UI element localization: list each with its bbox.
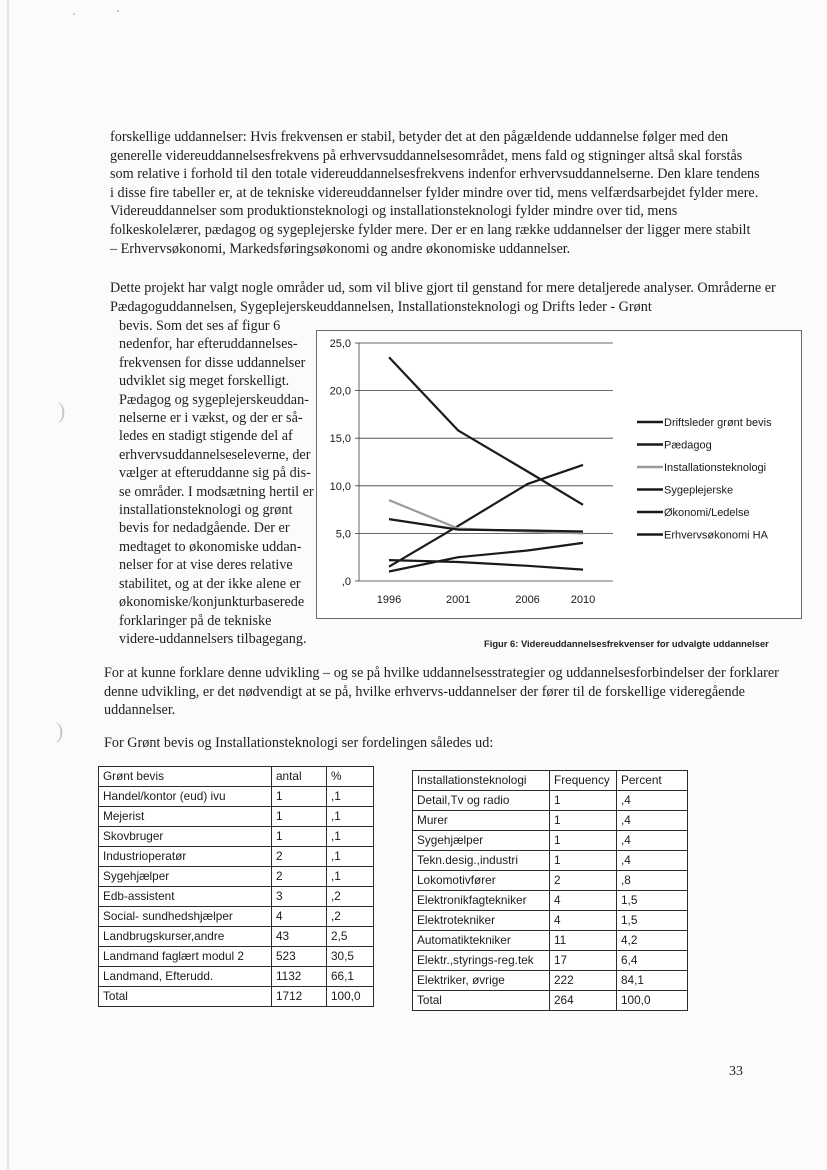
table-cell: Total	[99, 987, 272, 1007]
table-cell: 2	[272, 867, 327, 887]
table-cell: Detail,Tv og radio	[413, 791, 550, 811]
table-cell: Handel/kontor (eud) ivu	[99, 787, 272, 807]
table-row	[99, 987, 374, 1007]
table-cell: 1	[550, 831, 617, 851]
legend-label: Erhvervsøkonomi HA	[664, 529, 768, 542]
table-groent-bevis	[98, 766, 374, 1007]
table-row	[99, 947, 374, 967]
line-chart	[316, 330, 802, 619]
table-cell: 4	[272, 907, 327, 927]
table-cell: 2	[550, 871, 617, 891]
table-row	[99, 907, 374, 927]
scan-edge	[7, 0, 9, 1170]
table-row	[413, 931, 688, 951]
table-cell: 1	[550, 851, 617, 871]
table-cell: Automatiktekniker	[413, 931, 550, 951]
table-cell: Landmand faglært modul 2	[99, 947, 272, 967]
table-cell: ,8	[617, 871, 688, 891]
table-cell: Lokomotivfører	[413, 871, 550, 891]
figure-caption: Figur 6: Videreuddannelsesfrekvenser for udvalgte uddannelser	[484, 638, 769, 649]
table-cell: 66,1	[327, 967, 374, 987]
legend-label: Økonomi/Ledelse	[664, 507, 750, 519]
table-cell: Mejerist	[99, 807, 272, 827]
scan-speck	[117, 10, 119, 12]
table-cell: Elektr.,styrings-reg.tek	[413, 951, 550, 971]
table-row	[413, 951, 688, 971]
table-header-row	[413, 771, 688, 791]
table-cell: 3	[272, 887, 327, 907]
series-line	[389, 465, 583, 567]
table-cell: Landbrugskurser,andre	[99, 927, 272, 947]
table-cell: 4	[550, 911, 617, 931]
table-cell: 84,1	[617, 971, 688, 991]
table-cell: 6,4	[617, 951, 688, 971]
table-row	[99, 887, 374, 907]
table-cell: ,2	[327, 887, 374, 907]
table-cell: ,1	[327, 787, 374, 807]
paragraph-3: For at kunne forklare denne udvikling – og se på hvilke uddannelsesstrategier og uddannelsesforbindelser der forklarer denne udvikling, er det nødvendigt at se på, hvilke erhvervs-uddannelser der fører til de forskellige videregående uddannelser.	[104, 665, 779, 719]
y-tick-label: 10,0	[329, 480, 351, 493]
table-cell: 100,0	[327, 987, 374, 1007]
table-cell: 1	[272, 827, 327, 847]
table-row	[413, 871, 688, 891]
y-tick-label: ,0	[341, 576, 351, 588]
table-cell: 1,5	[617, 891, 688, 911]
legend-label: Driftsleder grønt bevis	[664, 417, 772, 429]
series-line	[389, 519, 583, 531]
header-cell: Grønt bevis	[99, 767, 272, 787]
x-tick-label: 2010	[570, 594, 596, 606]
table-cell: 1	[272, 787, 327, 807]
table-row	[413, 851, 688, 871]
table-cell: ,1	[327, 847, 374, 867]
table-row	[413, 971, 688, 991]
table-cell: 4,2	[617, 931, 688, 951]
table-cell: Murer	[413, 811, 550, 831]
table-row	[413, 911, 688, 931]
table-cell: Sygehjælper	[413, 831, 550, 851]
table-cell: Elektrotekniker	[413, 911, 550, 931]
chart-canvas	[317, 331, 801, 618]
table-cell: Tekn.desig.,industri	[413, 851, 550, 871]
y-tick-label: 5,0	[335, 528, 351, 541]
page-number: 33	[729, 1064, 743, 1079]
binder-mark: )	[58, 398, 66, 423]
paragraph-column: bevis. Som det ses af figur 6 nedenfor, har efteruddannelses-frekvensen for disse uddannelser udviklet sig meget forskelligt. Pædagog og sygeplejerskeuddan-nelserne er i vækst, og der er så-ledes en stadigt stigende del af erhvervsuddannelseseleverne, der vælger at efteruddanne sig på dis-se områder. I modsætning hertil er installationsteknologi og grønt bevis for nedadgående. Der er medtaget to økonomiske uddan-nelser for at vise deres relative stabilitet, og at der ikke alene er økonomiske/konjunkturbaserede forklaringer på de tekniske videre-uddannelsers tilbagegang.	[119, 318, 314, 647]
table-cell: 264	[550, 991, 617, 1011]
table-header-row	[99, 767, 374, 787]
table-cell: Total	[413, 991, 550, 1011]
table-cell: 1	[550, 791, 617, 811]
table-row	[99, 827, 374, 847]
header-cell: %	[327, 767, 374, 787]
table-cell: 11	[550, 931, 617, 951]
table-row	[413, 891, 688, 911]
table-cell: ,4	[617, 851, 688, 871]
header-cell: Installationsteknologi	[413, 771, 550, 791]
y-tick-label: 15,0	[329, 433, 351, 446]
table-row	[99, 787, 374, 807]
table-cell: ,1	[327, 807, 374, 827]
x-tick-label: 2006	[515, 594, 540, 606]
table-cell: ,4	[617, 831, 688, 851]
table-cell: 222	[550, 971, 617, 991]
table-cell: Edb-assistent	[99, 887, 272, 907]
table-cell: 4	[550, 891, 617, 911]
legend-label: Installationsteknologi	[664, 462, 767, 474]
table-cell: 30,5	[327, 947, 374, 967]
table-cell: Elektriker, øvrige	[413, 971, 550, 991]
table-row	[413, 991, 688, 1011]
y-tick-label: 25,0	[329, 338, 351, 350]
header-cell: Frequency	[550, 771, 617, 791]
table-cell: 1712	[272, 987, 327, 1007]
table-cell: Industrioperatør	[99, 847, 272, 867]
table-cell: 1,5	[617, 911, 688, 931]
header-cell: antal	[272, 767, 327, 787]
table-row	[99, 847, 374, 867]
table-row	[413, 791, 688, 811]
table-cell: ,2	[327, 907, 374, 927]
x-tick-label: 2001	[446, 594, 471, 606]
scan-speck	[73, 13, 75, 15]
table-cell: Landmand, Efterudd.	[99, 967, 272, 987]
table-row	[99, 927, 374, 947]
table-cell: 1	[550, 811, 617, 831]
table-cell: ,4	[617, 811, 688, 831]
table-cell: Social- sundhedshjælper	[99, 907, 272, 927]
table-cell: Sygehjælper	[99, 867, 272, 887]
paragraph-4: For Grønt bevis og Installationsteknologi ser fordelingen således ud:	[104, 735, 494, 751]
table-cell: 17	[550, 951, 617, 971]
table-cell: ,1	[327, 867, 374, 887]
table-cell: 1	[272, 807, 327, 827]
table-row	[99, 807, 374, 827]
table-cell: ,4	[617, 791, 688, 811]
table-cell: 1132	[272, 967, 327, 987]
table-cell: 100,0	[617, 991, 688, 1011]
table-row	[413, 831, 688, 851]
paragraph-2: Dette projekt har valgt nogle områder ud, som vil blive gjort til genstand for mere detaljerede analyser. Områderne er Pædagoguddannelsen, Sygeplejerskeuddannelsen, Installationsteknologi og Drifts leder - Grønt	[110, 280, 776, 315]
table-installationsteknologi	[412, 770, 688, 1011]
paragraph-1: forskellige uddannelser: Hvis frekvensen er stabil, betyder det at den pågældende uddannelse følger med den generelle videreuddannelsesfrekvens på erhvervsuddannelsesområdet, mens fald og stigninger altså skal forstås som relative i forhold til den totale videreuddannelsesfrekvens indenfor erhvervsuddannelserne. Den klare tendens i disse fire tabeller er, at de tekniske videreuddannelser fylder mindre over tid, mens velfærdsarbejdet fylder mere. Videreuddannelser som produktionsteknologi og installationsteknologi fylder mindre over tid, mens folkeskolelærer, pædagog og sygeplejerske fylder mere. Der er en lang række uddannelser der ligger mere stabilt – Erhvervsøkonomi, Markedsføringsøkonomi og andre økonomiske uddannelser.	[110, 129, 760, 257]
table-row	[413, 811, 688, 831]
legend-label: Pædagog	[664, 439, 712, 452]
table-cell: ,1	[327, 827, 374, 847]
binder-mark: )	[56, 718, 64, 743]
series-line	[389, 500, 583, 533]
x-tick-label: 1996	[376, 594, 402, 606]
table-cell: 2	[272, 847, 327, 867]
legend-label: Sygeplejerske	[664, 484, 734, 497]
y-tick-label: 20,0	[329, 385, 351, 398]
table-cell: 2,5	[327, 927, 374, 947]
table-cell: 43	[272, 927, 327, 947]
table-cell: 523	[272, 947, 327, 967]
table-cell: Elektronikfagtekniker	[413, 891, 550, 911]
table-row	[99, 867, 374, 887]
table-cell: Skovbruger	[99, 827, 272, 847]
series-line	[389, 357, 583, 505]
header-cell: Percent	[617, 771, 688, 791]
table-row	[99, 967, 374, 987]
